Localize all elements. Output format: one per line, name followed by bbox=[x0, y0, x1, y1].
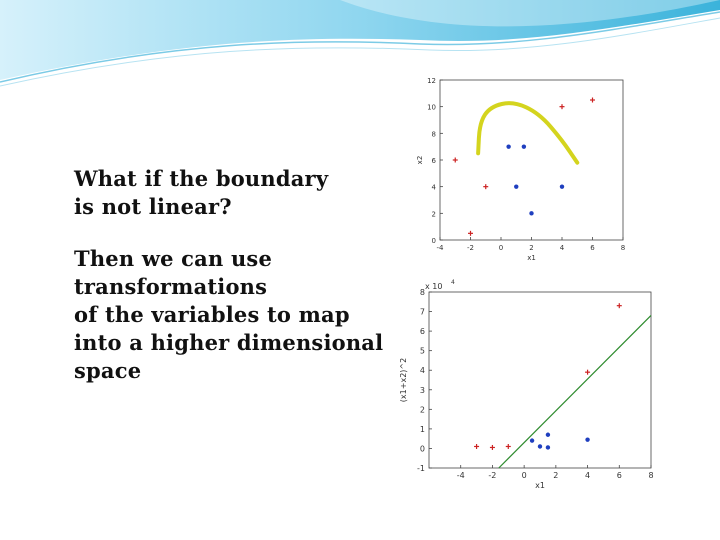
question-text bbox=[74, 165, 394, 221]
question-line-1: What if the boundary bbox=[74, 166, 329, 191]
dot-marker bbox=[546, 433, 550, 437]
y-axis-label: x2 bbox=[416, 155, 424, 165]
x-axis-label: x1 bbox=[527, 254, 536, 262]
y-tick-label: 6 bbox=[431, 157, 436, 165]
plus-marker bbox=[468, 231, 473, 236]
plus-marker bbox=[483, 184, 488, 189]
answer-line-3: of the variables to map bbox=[74, 302, 350, 327]
x-tick-label: 0 bbox=[498, 244, 504, 252]
x-tick-label: 2 bbox=[529, 244, 534, 252]
dot-marker bbox=[546, 445, 550, 449]
x-tick-label: -2 bbox=[488, 471, 497, 480]
original-space-plot bbox=[395, 68, 641, 264]
transformed-space-plot bbox=[388, 274, 677, 490]
x-tick-label: 8 bbox=[620, 244, 626, 252]
y-tick-label: 12 bbox=[427, 77, 436, 85]
x-axis-label: x1 bbox=[535, 481, 545, 490]
boundary-line bbox=[499, 315, 651, 468]
answer-line-5: space bbox=[74, 358, 142, 383]
slide-text bbox=[74, 165, 394, 385]
answer-line-4: into a higher dimensional bbox=[74, 330, 384, 355]
x-tick-label: -4 bbox=[436, 244, 444, 252]
dot-marker bbox=[522, 144, 526, 148]
y-tick-label: 0 bbox=[431, 237, 436, 245]
y-tick-label: 7 bbox=[419, 307, 425, 317]
x-tick-label: 2 bbox=[553, 471, 559, 480]
plus-marker bbox=[490, 445, 495, 450]
x-tick-label: 4 bbox=[559, 244, 565, 252]
plus-marker bbox=[453, 158, 458, 163]
y-tick-label: -1 bbox=[417, 464, 425, 473]
y-axis-label: (x1+x2)^2 bbox=[399, 357, 408, 403]
x-tick-label: 0 bbox=[521, 471, 527, 480]
y-scale-exponent: 4 bbox=[451, 279, 455, 286]
original-space-chart bbox=[395, 68, 641, 264]
x-tick-label: 8 bbox=[648, 471, 654, 480]
plus-marker bbox=[560, 104, 565, 109]
y-tick-label: 4 bbox=[419, 366, 425, 376]
x-tick-label: -2 bbox=[467, 244, 474, 252]
y-tick-label: 2 bbox=[431, 210, 436, 219]
y-tick-label: 0 bbox=[419, 444, 425, 454]
question-line-2: is not linear? bbox=[74, 194, 232, 219]
plus-marker bbox=[617, 303, 622, 308]
dot-marker bbox=[530, 438, 534, 442]
dot-marker bbox=[529, 211, 533, 215]
dot-marker bbox=[538, 444, 542, 448]
y-tick-label: 3 bbox=[419, 385, 425, 395]
answer-line-2: transformations bbox=[74, 274, 268, 299]
y-tick-label: 10 bbox=[427, 103, 436, 112]
x-tick-label: 6 bbox=[590, 244, 595, 252]
y-tick-label: 5 bbox=[419, 346, 425, 356]
x-tick-label: -4 bbox=[456, 471, 465, 480]
plot-frame bbox=[429, 292, 651, 468]
plus-marker bbox=[474, 444, 479, 449]
y-scale-multiplier: x 10 bbox=[425, 282, 443, 291]
dot-marker bbox=[560, 184, 564, 188]
answer-text bbox=[74, 245, 394, 385]
plot-frame bbox=[440, 80, 623, 240]
y-tick-label: 4 bbox=[431, 183, 436, 192]
y-tick-label: 1 bbox=[419, 424, 425, 434]
x-tick-label: 4 bbox=[585, 471, 591, 480]
dot-marker bbox=[514, 184, 518, 188]
plus-marker bbox=[590, 98, 595, 103]
plus-marker bbox=[585, 370, 590, 375]
boundary-curve bbox=[478, 103, 577, 162]
answer-line-1: Then we can use bbox=[74, 246, 273, 271]
y-tick-label: 6 bbox=[419, 327, 425, 337]
y-tick-label: 8 bbox=[431, 130, 436, 139]
dot-marker bbox=[585, 437, 589, 441]
y-tick-label: 8 bbox=[419, 288, 425, 297]
transformed-space-chart bbox=[388, 274, 677, 490]
plus-marker bbox=[506, 444, 511, 449]
y-tick-label: 2 bbox=[419, 405, 425, 415]
dot-marker bbox=[506, 144, 510, 148]
x-tick-label: 6 bbox=[616, 471, 622, 480]
